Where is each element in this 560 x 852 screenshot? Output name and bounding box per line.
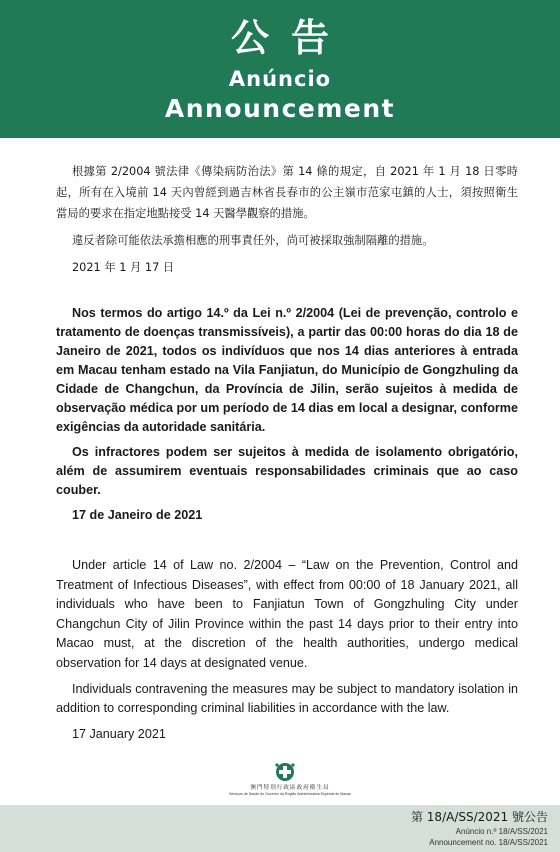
reference-number-chinese: 第 18/A/SS/2021 號公告 (410, 810, 548, 824)
chinese-paragraph-1: 根據第 2/2004 號法律《傳染病防治法》第 14 條的規定，自 2021 年 1 月 18 日零時起，所有在入境前 14 天內曾經到過吉林省長春市的公主嶺市范家屯鎮的人士，須按照衛生當局的要求在指定地點接受 14 天醫學觀察的措施。 (56, 165, 518, 220)
header-banner (0, 0, 560, 138)
english-section (56, 556, 518, 744)
title-portuguese: Anúncio (228, 67, 332, 91)
logo-name-chinese: 澳門特別行政區政府衛生局 (250, 785, 330, 791)
chinese-date: 2021 年 1 月 17 日 (72, 261, 175, 274)
title-chinese: 公告 (230, 16, 351, 60)
chinese-section (56, 161, 518, 278)
portuguese-paragraph-1: Nos termos do artigo 14.º da Lei n.º 2/2004 (Lei de prevenção, controlo e tratamento de doenças transmissíveis), a partir das 00:00 horas do dia 18 de Janeiro de 2021, todos os indivíduos que nos 14 dias anteriores à entrada em Macau tenham estado na Vila Fanjiatun, do Município de Gongzhuling da Cidade de Changchun, da Província de Jilin, serão sujeitos à medida de observação médica por um período de 14 dias em local a designar, conforme exigências da autoridade sanitária. (56, 306, 518, 434)
chinese-paragraph-2: 違反者除可能依法承擔相應的刑事責任外，尚可被採取強制隔離的措施。 (72, 234, 434, 247)
reference-number-english: Announcement no. 18/A/SS/2021 (429, 838, 548, 847)
english-paragraph-1: Under article 14 of Law no. 2/2004 – “Law on the Prevention, Control and Treatment of Infectious Diseases”, with effect from 00:00 of 18 January 2021, all individuals who have been to Fanjiatun Town of Gongzhuling City under Changchun City of Jilin Province within the past 14 days prior to their entry into Macao must, at the discretion of the health authorities, undergo medical observation for 14 days at designated venue. (56, 558, 518, 670)
portuguese-paragraph-2: Os infractores podem ser sujeitos à medida de isolamento obrigatório, além de assumirem eventuais responsabilidades criminais que ao caso couber. (56, 445, 518, 497)
reference-number-portuguese: Anúncio n.º 18/A/SS/2021 (455, 827, 548, 836)
title-english: Announcement (164, 94, 396, 123)
logo-name-portuguese: Serviços de Saúde do Governo da Região Administrativa Especial de Macau (228, 792, 352, 796)
english-paragraph-2: Individuals contravening the measures may be subject to mandatory isolation in addition to corresponding criminal liabilities in accordance with the law. (56, 681, 518, 716)
health-bureau-logo (210, 762, 370, 802)
footer-band (0, 805, 560, 852)
portuguese-section (56, 304, 518, 525)
portuguese-date: 17 de Janeiro de 2021 (72, 508, 203, 522)
health-bureau-emblem-icon (274, 762, 296, 782)
english-date: 17 January 2021 (72, 726, 166, 741)
